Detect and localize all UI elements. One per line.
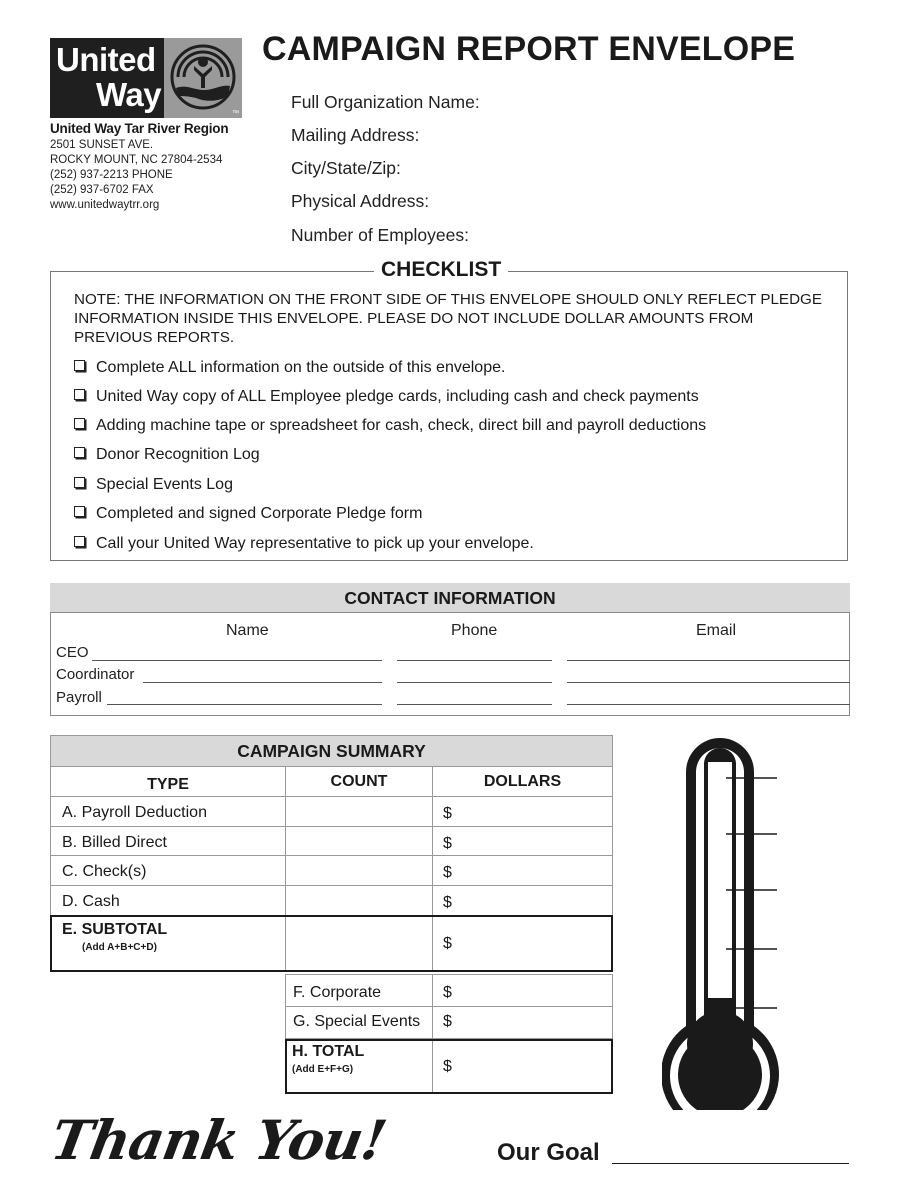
corporate-dollars-cell[interactable]: $: [432, 974, 613, 1007]
logo-word-way: Way: [96, 76, 162, 113]
field-mailing-address: Mailing Address:: [291, 125, 420, 145]
summary-dollars-cell[interactable]: $: [432, 885, 613, 916]
checklist-item: [74, 476, 233, 494]
contact-column-name: Name: [226, 622, 269, 639]
thermometer-graphic: [662, 730, 792, 1110]
total-formula: (Add E+F+G): [292, 1064, 354, 1075]
subtotal-divider: [432, 917, 433, 970]
checkbox-icon[interactable]: [74, 389, 85, 400]
checkbox-icon[interactable]: [74, 536, 85, 547]
summary-column-count: COUNT: [285, 766, 433, 797]
org-city: ROCKY MOUNT, NC 27804-2534: [50, 154, 223, 166]
summary-count-cell[interactable]: [285, 855, 433, 886]
checklist-item-label: Donor Recognition Log: [96, 446, 260, 463]
field-physical-address: Physical Address:: [291, 191, 430, 211]
checkbox-icon[interactable]: [74, 477, 85, 488]
summary-row-type: B. Billed Direct: [50, 826, 286, 856]
summary-column-type: TYPE: [50, 766, 286, 797]
checklist-item: [74, 505, 422, 523]
page-title: CAMPAIGN REPORT ENVELOPE: [262, 30, 796, 68]
ceo-name-field[interactable]: [92, 660, 382, 661]
checklist-item: [74, 388, 699, 406]
summary-dollars-cell[interactable]: $: [432, 855, 613, 886]
checklist-title: CHECKLIST: [374, 258, 508, 282]
logo-word-united: United: [56, 41, 156, 78]
summary-row-type: C. Check(s): [50, 855, 286, 886]
contact-column-email: Email: [696, 622, 737, 639]
total-label: H. TOTAL: [292, 1043, 365, 1060]
organization-name: United Way Tar River Region: [50, 121, 229, 136]
coordinator-email-field[interactable]: [567, 682, 850, 683]
special-events-dollars-cell[interactable]: $: [432, 1006, 613, 1039]
trademark-symbol: ™: [232, 110, 239, 117]
org-phone: (252) 937-2213 PHONE: [50, 169, 173, 181]
subtotal-dollars-cell[interactable]: $: [443, 935, 452, 952]
checklist-item-label: Completed and signed Corporate Pledge form: [96, 505, 423, 522]
summary-count-cell[interactable]: [285, 885, 433, 916]
subtotal-divider: [285, 917, 286, 970]
special-events-row-label: G. Special Events: [285, 1006, 433, 1039]
checklist-item-label: Call your United Way representative to pick up your envelope.: [96, 535, 534, 552]
checklist-item-label: Special Events Log: [96, 476, 233, 493]
contact-information-header: CONTACT INFORMATION: [50, 583, 850, 613]
field-city-state-zip: City/State/Zip:: [291, 158, 401, 178]
coordinator-name-field[interactable]: [143, 682, 382, 683]
contact-row-coordinator: Coordinator: [56, 666, 135, 683]
field-full-organization-name: Full Organization Name:: [291, 92, 480, 112]
united-way-logo: [50, 38, 242, 118]
org-fax: (252) 937-6702 FAX: [50, 184, 154, 196]
checklist-item-label: United Way copy of ALL Employee pledge cards, including cash and check payments: [96, 388, 699, 405]
coordinator-phone-field[interactable]: [397, 682, 552, 683]
helping-hand-icon: [170, 44, 236, 110]
checkbox-icon[interactable]: [74, 506, 85, 517]
corporate-row-label: F. Corporate: [285, 974, 433, 1007]
checkbox-icon[interactable]: [74, 360, 85, 371]
our-goal-field[interactable]: [612, 1163, 849, 1164]
checklist-item-label: Adding machine tape or spreadsheet for cash, check, direct bill and payroll deductions: [96, 417, 707, 434]
summary-column-dollars: DOLLARS: [432, 766, 613, 797]
payroll-email-field[interactable]: [567, 704, 850, 705]
payroll-name-field[interactable]: [107, 704, 382, 705]
total-dollars-cell[interactable]: $: [443, 1058, 452, 1075]
ceo-phone-field[interactable]: [397, 660, 552, 661]
total-divider: [432, 1041, 433, 1092]
org-address: 2501 SUNSET AVE.: [50, 139, 154, 151]
subtotal-count-cell[interactable]: [288, 919, 430, 969]
subtotal-label: E. SUBTOTAL: [62, 921, 168, 938]
checkbox-icon[interactable]: [74, 447, 85, 458]
our-goal-label: Our Goal: [497, 1139, 600, 1166]
summary-count-cell[interactable]: [285, 826, 433, 856]
summary-dollars-cell[interactable]: $: [432, 826, 613, 856]
thank-you-script: Thank You!: [46, 1108, 391, 1172]
contact-row-payroll: Payroll: [56, 689, 102, 706]
checklist-item-label: Complete ALL information on the outside of this envelope.: [96, 359, 506, 376]
campaign-summary-header: CAMPAIGN SUMMARY: [50, 735, 613, 767]
summary-row-type: D. Cash: [50, 885, 286, 916]
checklist-item: [74, 359, 505, 377]
contact-row-ceo: CEO: [56, 644, 89, 661]
subtotal-formula: (Add A+B+C+D): [82, 942, 157, 953]
payroll-phone-field[interactable]: [397, 704, 552, 705]
summary-row-type: A. Payroll Deduction: [50, 796, 286, 827]
checklist-note: NOTE: THE INFORMATION ON THE FRONT SIDE OF THIS ENVELOPE SHOULD ONLY REFLECT PLEDGE INFORMATION INSIDE THIS ENVELOPE. PLEASE DO NOT INCLUDE DOLLAR AMOUNTS FROM PREVIOUS REPORTS.: [74, 291, 822, 346]
checklist-item: [74, 535, 534, 553]
field-number-of-employees: Number of Employees:: [291, 225, 469, 245]
contact-column-phone: Phone: [451, 622, 498, 639]
thermometer-outline-icon: [662, 738, 779, 1110]
ceo-email-field[interactable]: [567, 660, 850, 661]
checklist-item: [74, 446, 260, 464]
checkbox-icon[interactable]: [74, 418, 85, 429]
org-website: www.unitedwaytrr.org: [50, 199, 160, 211]
summary-count-cell[interactable]: [285, 796, 433, 827]
summary-dollars-cell[interactable]: $: [432, 796, 613, 827]
checklist-item: [74, 417, 706, 435]
